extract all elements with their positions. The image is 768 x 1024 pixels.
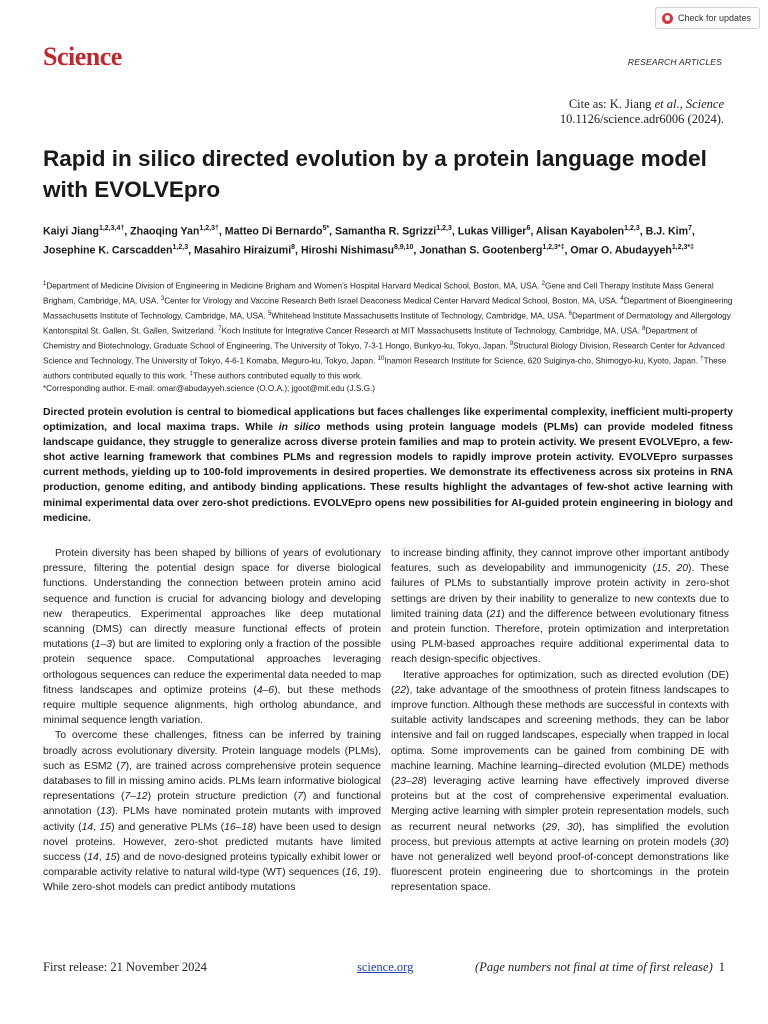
check-updates-icon <box>662 13 673 24</box>
author-affiliation-marker: 5* <box>322 225 330 232</box>
author-name: B.J. Kim <box>645 225 689 238</box>
body-text: ) and generative PLMs ( <box>111 821 225 833</box>
affiliation-marker: 7 <box>218 326 222 333</box>
affiliation-text: Department of Dermatology and Allergology Kantonspital St. Gallen, St. Gallen, Switzerland. <box>43 311 731 336</box>
body-text: , <box>93 821 100 833</box>
reference-number: 7–12 <box>124 791 148 803</box>
body-text: , <box>357 867 364 879</box>
corresponding-author: *Corresponding author. E-mail: omar@abudayyeh.science (O.O.A.); jgoot@mit.edu (J.S.G.) <box>43 384 375 393</box>
author-name: Lukas Villiger <box>457 225 527 238</box>
citation-etal: et al., <box>654 97 683 111</box>
affiliation-text: Department of Medicine Division of Engineering in Medicine Brigham and Women’s Hospital Harvard Medical School, Boston, MA, USA. <box>46 281 540 291</box>
body-paragraph <box>391 546 729 668</box>
body-text: , <box>667 563 677 575</box>
reference-number: 15 <box>104 852 117 864</box>
author-name: Alisan Kayabolen <box>535 225 625 238</box>
author-name: Samantha R. Sgrizzi <box>335 225 437 238</box>
citation-journal: Science <box>685 97 724 111</box>
affiliation-text: Department of Chemistry and Biotechnology, Graduate School of Engineering, The University of Tokyo, 7-3-1 Hongo, Bunkyo-ku, Tokyo, Japan. <box>43 326 698 351</box>
affiliation-marker: 5 <box>267 311 272 318</box>
author-affiliation-marker: 1,2,3 <box>172 243 189 251</box>
reference-number: 22 <box>394 684 407 696</box>
author-name: Masahiro Hiraizumi <box>194 244 292 257</box>
footer-site-link[interactable]: science.org <box>357 960 414 974</box>
author-affiliation-marker: 1,2,3*‡ <box>671 243 695 251</box>
author-affiliation-marker: 1,2,3 <box>436 225 452 232</box>
citation-line <box>560 97 724 112</box>
abstract <box>43 405 733 526</box>
body-column-left <box>43 546 381 896</box>
reference-number: 7 <box>119 760 126 772</box>
reference-number: 15 <box>656 563 668 575</box>
author-name: Josephine K. Carscadden <box>43 244 173 257</box>
body-text: ). These failures of PLMs to substantially improve protein activity in zero-shot settings are driven by their inability to generalize to new contexts due to limited training data ( <box>391 563 729 620</box>
body-text: ). PLMs have nominated protein mutants with improved activity ( <box>43 806 381 833</box>
affiliation-marker: 3 <box>160 296 165 303</box>
reference-number: 15 <box>99 821 112 833</box>
body-text: to increase binding affinity, they cannot improve other important antibody features, such as developability and immunogenicity ( <box>391 548 729 575</box>
affiliation-marker: † <box>700 356 704 363</box>
body-text: ), but these methods require multiple sequence alignments, high ortholog abundance, and minimal sequence length variation. <box>43 684 381 727</box>
affiliations <box>43 278 733 383</box>
citation-block <box>560 97 724 126</box>
reference-number: 16 <box>345 867 358 879</box>
affiliation-text: These authors contributed equally to this work. <box>192 371 363 381</box>
footer-release-date: First release: 21 November 2024 <box>43 960 207 974</box>
reference-number: 16–18 <box>224 821 253 833</box>
footer-note-text: (Page numbers not final at time of first release) <box>475 960 713 974</box>
author-name: Hiroshi Nishimasu <box>300 244 394 257</box>
affiliation-text: Gene and Cell Therapy Institute Mass General Brigham, Cambridge, MA, USA. <box>43 281 714 306</box>
citation-doi: 10.1126/science.adr6006 (2024). <box>559 111 724 126</box>
affiliation-text: These authors contributed equally to this work. <box>43 356 727 381</box>
abstract-part-1: Directed protein evolution is central to biomedical applications but faces challenges like experimental complexity, inefficient multi-property optimization, and local maxima traps. While <box>43 407 733 434</box>
author-affiliation-marker: 1,2,3† <box>199 225 219 232</box>
reference-number: 29 <box>545 821 558 833</box>
body-text: ) and functional annotation ( <box>43 791 381 818</box>
affiliation-text: Whitehead Institute Massachusetts Institute of Technology, Cambridge, MA, USA. <box>271 311 567 321</box>
body-paragraph <box>43 546 381 728</box>
affiliation-text: Structural Biology Division, Research Center for Advanced Science and Technology, The University of Tokyo, 4-6-1 Komaba, Meguro-ku, Tokyo, Japan. <box>43 341 725 366</box>
body-paragraph <box>391 668 729 896</box>
author-name: Jonathan S. Gootenberg <box>419 244 543 257</box>
body-text: To overcome these challenges, fitness can be inferred by training broadly across evolutionary diversity. Protein language models (PLMs), such as ESM2 ( <box>43 730 381 772</box>
reference-number: 30 <box>713 836 726 848</box>
author-affiliation-marker: 8,9,10 <box>393 243 414 251</box>
affiliation-text: Department of Bioengineering Massachusetts Institute of Technology, Cambridge, MA, USA. <box>43 296 733 321</box>
body-text: ) and de novo-designed proteins typically exhibit lower or comparable activity relative to natural wild-type (WT) sequences ( <box>43 852 381 879</box>
body-text: ) but are limited to exploring only a fraction of the possible protein sequence space. Computational approaches leveraging orthologous sequences can reduce the experimental data needed to map fitness landscapes and optimize proteins ( <box>43 639 381 696</box>
author-affiliation-marker: 8 <box>291 243 296 251</box>
body-text: ) and the difference between evolutionary fitness and protein function. Therefore, protein optimization and interpretation using PLM-based approaches require additional experimental data to reach design-specific objectives. <box>391 608 729 666</box>
reference-number: 14 <box>81 821 94 833</box>
body-text: ), are trained across comprehensive protein sequence databases to fill in missing amino acids. PLMs learn informative biological representations ( <box>43 760 381 803</box>
affiliation-marker: ‡ <box>189 371 193 378</box>
body-text: Protein diversity has been shaped by billions of years of evolutionary pressure, filtering the potential design space for diverse biological functions. Understanding the connection between protein amino acid sequence and function is crucial for advancing biology and developing new therapeutics. Experimental approaches like deep mutational scanning (DMS) can directly measure functional effects of protein mutations ( <box>43 548 381 651</box>
page-number: 1 <box>718 960 725 974</box>
author-affiliation-marker: 1,2,3 <box>624 225 640 232</box>
body-text: , <box>98 852 105 864</box>
author-list: Kaiyi Jiang$^{1,2,3,4\dagger}$, Zhaoqing Yan$^{1,2,3\dagger}$, Matteo Di Bernardo$^{5*}$, Samantha R. Sgrizzi$^{1,2,3}$, Lukas Villiger$^6$, Alisan Kayabolen$^{1,2,3}$, B.J. Kim$^7$, Josephine K. Carscadden$^{1,2,3}$, Masahiro Hiraizumi$^8$, Hiroshi Nishimasu$^{8,9,10}$, Jonathan S. Gootenberg$^{1,2,3*\ddagger}$, Omar O. Abudayyeh$^{1,2,3*\ddagger}$ <box>43 225 695 257</box>
citation-prefix: Cite as: K. Jiang <box>568 97 652 111</box>
author-name: Kaiyi Jiang <box>43 225 99 238</box>
reference-number: 21 <box>489 608 502 620</box>
author-name: Matteo Di Bernardo <box>224 225 323 238</box>
reference-number: 30 <box>566 821 579 833</box>
affiliation-text: Inamori Research Institute for Science, 620 Suiginya-cho, Shimogyo-ku, Kyoto, Japan. <box>384 356 698 366</box>
affiliation-marker: 6 <box>568 311 572 318</box>
author-name: Zhaoqing Yan <box>130 225 200 238</box>
body-text: ), has simplified the evolution process, but previous attempts at active learning on protein models ( <box>391 821 729 848</box>
body-text: Iterative approaches for optimization, such as directed evolution (DE) ( <box>391 669 729 696</box>
author-affiliation-marker: 7 <box>688 225 692 232</box>
reference-number: 13 <box>100 806 112 818</box>
body-text: , <box>557 821 567 833</box>
affiliation-marker: 2 <box>541 281 545 287</box>
author-affiliation-marker: 1,2,3,4† <box>98 225 125 232</box>
body-text: ) have been used to design novel proteins. However, zero-shot predicted mutants have limited success ( <box>43 821 382 864</box>
footer-note <box>475 960 725 975</box>
author-affiliation-marker: 6 <box>526 225 531 232</box>
reference-number: 7 <box>297 791 303 803</box>
author-affiliation-marker: 1,2,3*‡ <box>542 243 565 251</box>
reference-number: 4–6 <box>256 684 275 696</box>
reference-number: 19 <box>363 867 375 879</box>
body-paragraph <box>43 728 381 895</box>
abstract-italic: in silico <box>278 422 321 434</box>
article-title: Rapid in silico directed evolution by a protein language model with EVOLVEpro <box>43 146 707 202</box>
affiliation-text: Center for Virology and Vaccine Research Beth Israel Deaconess Medical Center Harvard Medical School, Boston, MA, USA. <box>164 296 619 306</box>
affiliation-marker: 4 <box>620 296 624 303</box>
body-column-right <box>391 546 729 896</box>
affiliation-marker: 9 <box>509 341 514 348</box>
section-label: RESEARCH ARTICLES <box>627 57 722 67</box>
reference-number: 23–28 <box>394 776 424 788</box>
journal-logo: Science <box>43 42 122 71</box>
reference-number: 1–3 <box>94 639 113 651</box>
affiliation-marker: 8 <box>642 326 646 333</box>
reference-number: 14 <box>87 852 99 864</box>
body-text: ) leveraging active learning have effectively improved diverse proteins but at the cost of comprehensive experimental evaluation. Merging active learning with simpler protein representation models, such as recurrent neural networks ( <box>391 776 729 833</box>
check-for-updates-button[interactable] <box>655 7 760 29</box>
author-name: Omar O. Abudayyeh <box>570 244 672 257</box>
affiliation-text: Koch Institute for Integrative Cancer Research at MIT Massachusetts Institute of Technology, Cambridge, MA, USA. <box>221 326 640 336</box>
affiliation-marker: 10 <box>377 356 385 363</box>
body-text: ). While zero-shot models can predict antibody mutations <box>43 867 381 894</box>
reference-number: 20 <box>676 563 688 575</box>
body-text: ), take advantage of the smoothness of protein fitness landscapes to improve function. Although these methods are successful in contexts with suitable activity landscapes and screening methods, they can be labor intensive and fail on rugged landscapes, especially when trapped in local optima. Some improvements can be gained from combining DE with machine learning. Machine learning–directed evolution (MLDE) methods ( <box>391 684 729 788</box>
body-text: ) protein structure prediction ( <box>147 791 298 803</box>
affiliation-marker: 1 <box>43 281 47 287</box>
abstract-part-2: methods using protein language models (PLMs) can provide modeled fitness landscape guidance, they struggle to generalize across diverse protein families and map to protein activity. We present EVOLVEpro, a few-shot active learning framework that combines PLMs and regression models to rapidly improve protein activity. EVOLVEpro surpasses current methods, yielding up to 100-fold improvements in desired properties. We demonstrate its effectiveness across six proteins in RNA production, genome editing, and antibody binding applications. These results highlight the advantages of few-shot active learning with minimal experimental data over zero-shot predictions. EVOLVEpro opens new possibilities for AI-guided protein engineering in biology and medicine. <box>43 422 734 524</box>
body-text: ) have not generalized well beyond proof-of-concept demonstrations like fluorescent protein engineering due to shortcomings in the protein representation space. <box>391 836 729 894</box>
check-updates-label: Check for updates <box>677 13 751 23</box>
